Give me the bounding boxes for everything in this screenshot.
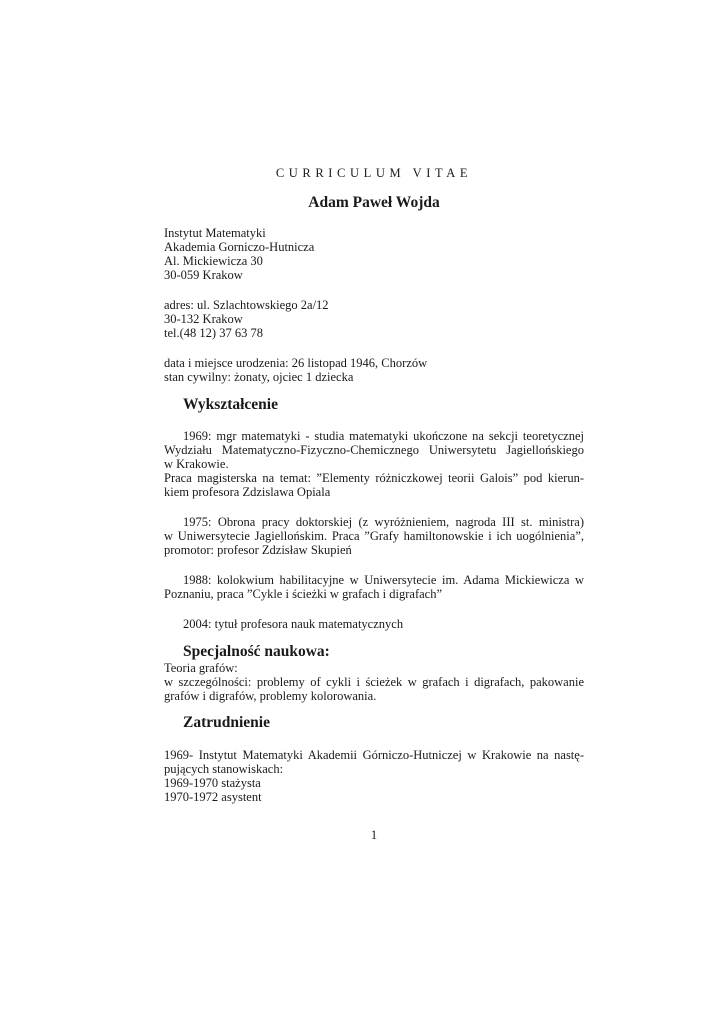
paragraph-line: Wydziału Matematyczno-Fizyczno-Chemicznego Uniwersytetu Jagiellońskiego	[164, 443, 584, 457]
phone-line: tel.(48 12) 37 63 78	[164, 326, 263, 340]
professor-title-line: 2004: tytuł profesora nauk matematycznych	[183, 617, 404, 631]
paragraph-line: Praca magisterska na temat: ”Elementy różniczkowej teorii Galois” pod kierun-	[164, 471, 584, 485]
paragraph-line: 1969: mgr matematyki - studia matematyki ukończone na sekcji teoretycznej	[183, 429, 584, 443]
document-page	[164, 0, 584, 1024]
paragraph-line: 1988: kolokwium habilitacyjne w Uniwersytecie im. Adama Mickiewicza w	[183, 573, 584, 587]
birth-info: data i miejsce urodzenia: 26 listopad 1946, Chorzów	[164, 356, 428, 370]
section-title-employment: Zatrudnienie	[183, 714, 270, 731]
paragraph-line: promotor: profesor Zdzisław Skupień	[164, 543, 352, 557]
paragraph-line: kiem profesora Zdzislawa Opiala	[164, 485, 331, 499]
employment-line: 1969-1970 stażysta	[164, 776, 261, 790]
institution-line: Instytut Matematyki	[164, 226, 266, 240]
specialty-line: Teoria grafów:	[164, 661, 238, 675]
page-number: 1	[370, 828, 378, 842]
institution-line: Akademia Gorniczo-Hutnicza	[164, 240, 315, 254]
section-title-specialty: Specjalność naukowa:	[183, 643, 330, 660]
paragraph-line: w Krakowie.	[164, 457, 229, 471]
specialty-line: w szczególności: problemy of cykli i ścieżek w grafach i digrafach, pakowanie	[164, 675, 584, 689]
paragraph-line: w Uniwersytecie Jagiellońskim. Praca ”Grafy hamiltonowskie i ich uogólnienia”,	[164, 529, 584, 543]
specialty-line: grafów i digrafów, problemy kolorowania.	[164, 689, 377, 703]
paragraph-line: 1975: Obrona pracy doktorskiej (z wyróżnieniem, nagroda III st. ministra)	[183, 515, 584, 529]
employment-line: pujących stanowiskach:	[164, 762, 284, 776]
institution-line: Al. Mickiewicza 30	[164, 254, 263, 268]
section-title-education: Wykształcenie	[183, 396, 278, 413]
address-line: adres: ul. Szlachtowskiego 2a/12	[164, 298, 329, 312]
employment-line: 1970-1972 asystent	[164, 790, 262, 804]
paragraph-line: Poznaniu, praca ”Cykle i ścieżki w grafach i digrafach”	[164, 587, 442, 601]
document-heading: CURRICULUM VITAE	[275, 166, 473, 180]
employment-line: 1969- Instytut Matematyki Akademii Górniczo-Hutniczej w Krakowie na nastę-	[164, 748, 584, 762]
address-line: 30-132 Krakow	[164, 312, 243, 326]
person-name: Adam Paweł Wojda	[308, 194, 440, 211]
marital-status: stan cywilny: żonaty, ojciec 1 dziecka	[164, 370, 354, 384]
institution-line: 30-059 Krakow	[164, 268, 243, 282]
